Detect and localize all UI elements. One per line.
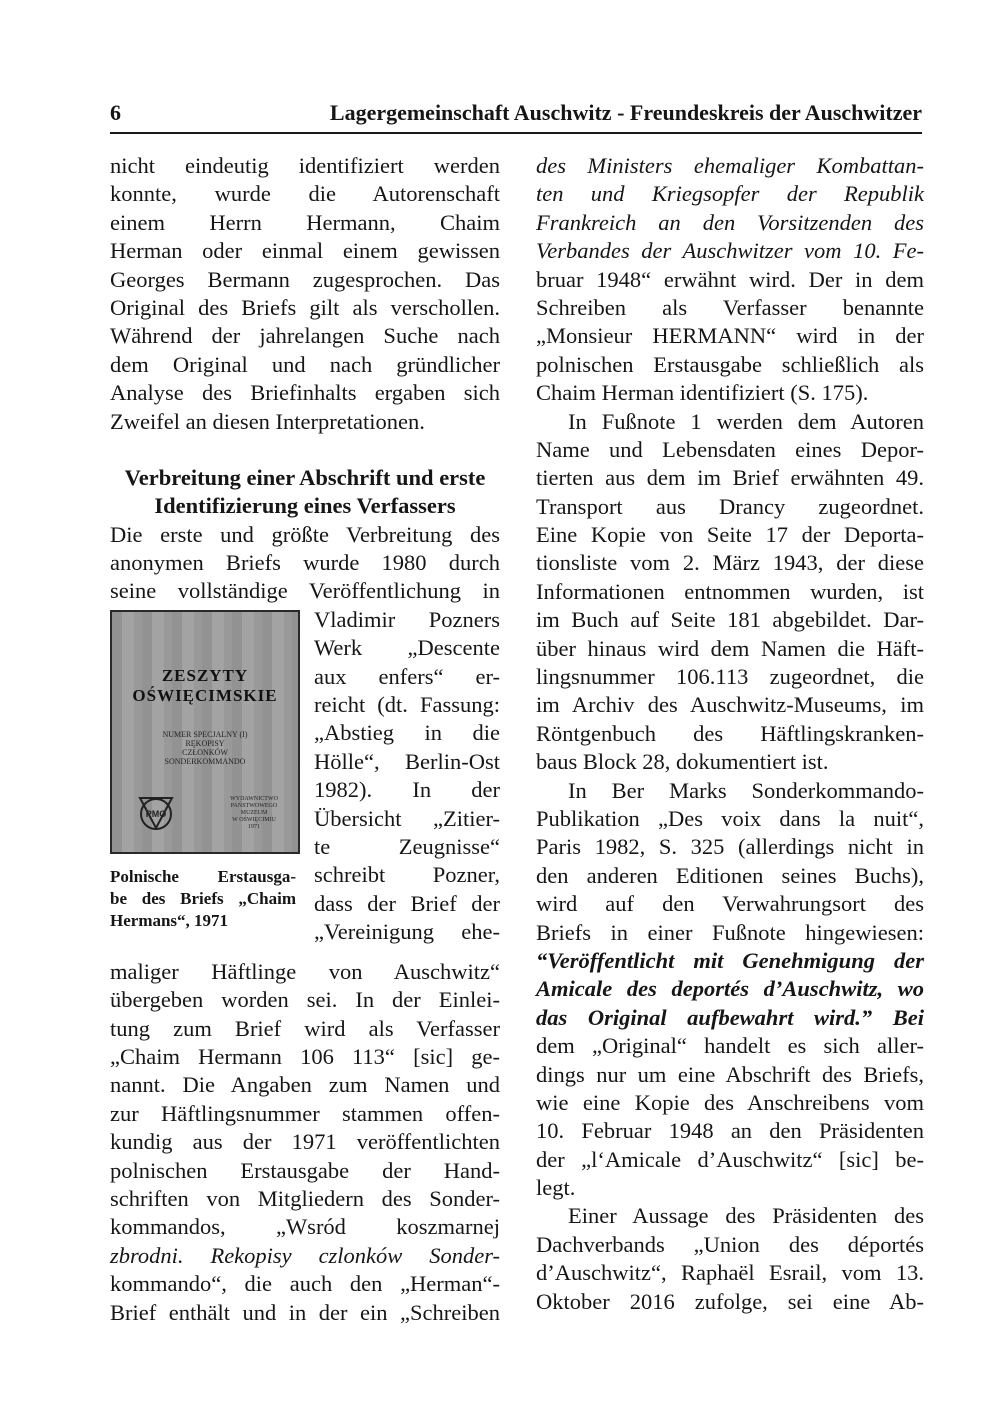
cover-subtitle: NUMER SPECJALNY (I) RĘKOPISY CZŁONKÓW SONDERKOMMANDO [162,729,248,766]
text-line: lingsnummer 106.113 zugeordnet, die [536,664,924,690]
text-line: Die erste und größte Verbreitung des [110,521,500,547]
text-line: dass der Brief der [314,890,500,916]
text-line: 1982). In der [314,777,500,803]
text-line: In Fußnote 1 werden dem Autoren [568,408,924,434]
text-line: kommando“, die auch den „Herman“- [110,1271,500,1297]
paragraph [110,152,500,436]
text-line: wird auf den Verwahrungsort des [536,891,924,917]
paragraph [536,152,924,408]
text-line: reicht (dt. Fassung: [314,692,500,718]
text-line: den anderen Editionen seines Buchs), [536,862,924,888]
text-line: Dachverbands „Union des déportés [536,1231,924,1257]
text-line: Informationen entnommen wurden, ist [536,578,924,604]
text-line: Paris 1982, S. 325 (allerdings nicht in [536,834,924,860]
text-line: schriften von Mitgliedern des Sonder- [110,1185,500,1211]
text-line: Brief enthält und in der ein „Schreiben [110,1299,500,1325]
text-line: Hölle“, Berlin-Ost [314,748,500,774]
cover-title: ZESZYTY [161,665,249,685]
section-heading [110,464,500,521]
text-line: im Buch auf Seite 181 abgebildet. Dar- [536,607,924,633]
text-line: Zweifel an diesen Interpretationen. [110,408,425,434]
paragraph [536,1202,924,1316]
text-line: zur Häftlingsnummer stammen offen- [110,1100,500,1126]
heading-line: Identifizierung eines Verfassers [154,493,456,519]
text-line: tung zum Brief wird als Verfasser [110,1015,500,1041]
text-line: Vladimir Pozners [314,606,500,632]
cover-publisher: WYDAWNICTWO PAŃSTWOWEGO MUZEUM W OŚWIĘCIMIU 1971 [230,795,278,830]
figure-caption: Polnische Erstausga- be des Briefs „Chaim Hermans“, 1971 [110,866,296,930]
text-line: aux enfers“ er- [314,663,500,689]
text-line: Werk „Descente [314,635,500,661]
text-line: schreibt Pozner, [314,862,500,888]
text-line: Transport aus Drancy zugeordnet. [536,493,924,519]
paragraph [536,777,924,1203]
text-line: einem Herrn Hermann, Chaim [110,209,500,235]
page-number: 6 [110,100,121,125]
text-line: der „l‘Amicale d’Auschwitz“ [sic] be- [536,1146,924,1172]
text-line: baus Block 28, dokumentiert ist. [536,749,829,775]
museum-emblem-icon [136,792,176,832]
text-line: nicht eindeutig identifiziert werden [110,153,500,178]
cover-title: OŚWIĘCIMSKIE [132,685,278,705]
text-line: Briefs in einer Fußnote hingewiesen: [536,919,924,945]
text-line: d’Auschwitz“, Raphaël Esrail, vom 13. [536,1260,924,1286]
text-line: Röntgenbuch des Häftlingskranken- [536,720,924,746]
left-column [110,152,500,1327]
text-line: te Zeugnisse“ [314,833,500,859]
text-line: konnte, wurde die Autorenschaft [110,181,500,207]
text-line: im Archiv des Auschwitz-Museums, im [536,692,924,718]
page-header [110,100,922,134]
text-line: anonymen Briefs wurde 1980 durch [110,550,500,576]
text-line: Verbandes der Auschwitzer vom 10. Fe- [536,238,924,264]
running-title: Lagergemeinschaft Auschwitz - Freundeskreis der Auschwitzer [329,100,922,125]
text-line: dem „Original“ handelt es sich aller- [536,1033,924,1059]
right-column [536,152,924,1316]
text-line: polnischen Erstausgabe der Hand- [110,1157,500,1183]
text-line: seine vollständige Veröffentlichung in [110,578,500,604]
text-line: Oktober 2016 zufolge, sei eine Ab- [536,1288,924,1314]
text-line: „Monsieur HERMANN“ wird in der [536,323,924,349]
text-line: Chaim Herman identifiziert (S. 175). [536,380,869,406]
text-line: maliger Häftlinge von Auschwitz“ [110,958,500,984]
quote-line: Amicale des deportés d’Auschwitz, wo [536,976,924,1002]
text-line: 10. Februar 1948 an den Präsidenten [536,1118,924,1144]
svg-text:PMO: PMO [145,808,167,819]
text-line: Publikation „Des voix dans la nuit“, [536,805,924,831]
text-line: tierten aus dem im Brief erwähnten 49. [536,465,924,491]
text-line: bruar 1948“ erwähnt wird. Der in dem [536,266,924,292]
quote-line: “Veröffentlicht mit Genehmigung der [536,947,924,973]
text-line: Analyse des Briefinhalts ergaben sich [110,380,500,406]
text-line: polnischen Erstausgabe schließlich als [536,351,924,377]
text-line: „Abstieg in die [314,720,500,746]
text-line: zbrodni. Rekopisy czlonków Sonder- [110,1242,500,1268]
book-cover-image [110,610,300,854]
text-line: Georges Bermann zugesprochen. Das [110,266,500,292]
text-line: Eine Kopie von Seite 17 der Deporta- [536,522,924,548]
text-line: Herman oder einmal einem gewissen [110,238,500,264]
text-line: kommandos, „Wsród koszmarnej [110,1214,500,1240]
book-cover-figure [110,610,300,958]
text-line: des Ministers ehemaliger Kombattan- [536,153,924,178]
text-line: Frankreich an den Vorsitzenden des [536,209,924,235]
paragraph [110,521,500,1327]
text-line: Übersicht „Zitier- [314,805,500,831]
quote-line: das Original aufbewahrt wird.” Bei [536,1004,924,1030]
text-line: Original des Briefs gilt als verschollen. [110,294,500,320]
text-line: Während der jahrelangen Suche nach [110,323,500,349]
text-line: legt. [536,1175,576,1201]
text-line: Einer Aussage des Präsidenten des [568,1203,924,1229]
text-line: Schreiben als Verfasser benannte [536,294,924,320]
text-line: Name und Lebensdaten eines Depor- [536,436,924,462]
text-line: nannt. Die Angaben zum Namen und [110,1072,500,1098]
paragraph [536,408,924,777]
heading-line: Verbreitung einer Abschrift und erste [124,464,486,490]
text-line: über hinaus wird dem Namen die Häft- [536,635,924,661]
text-line: In Ber Marks Sonderkommando- [568,777,924,803]
text-line: ten und Kriegsopfer der Republik [536,181,924,207]
text-line: übergeben worden sei. In der Einlei- [110,987,500,1013]
text-line: „Chaim Hermann 106 113“ [sic] ge- [110,1044,500,1070]
text-line: dem Original und nach gründlicher [110,351,500,377]
text-line: kundig aus der 1971 veröffentlichten [110,1129,500,1155]
text-line: „Vereinigung ehe- [314,919,500,945]
text-line: dings nur um eine Abschrift des Briefs, [536,1061,924,1087]
text-line: tionsliste vom 2. März 1943, der diese [536,550,924,576]
text-line: wie eine Kopie des Anschreibens vom [536,1089,924,1115]
